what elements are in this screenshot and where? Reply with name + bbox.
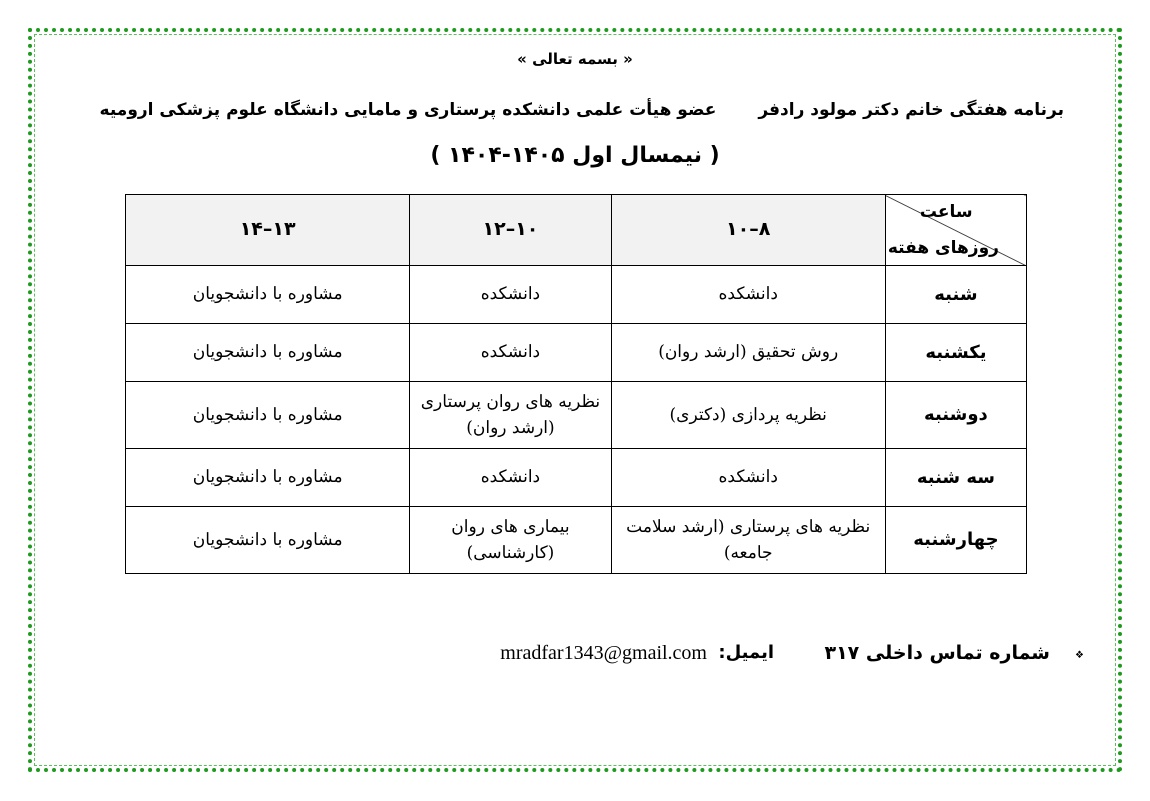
table-cell: دانشکده xyxy=(410,266,611,324)
day-cell: یکشنبه xyxy=(885,324,1026,382)
column-header: ۸–۱۰ xyxy=(611,195,885,266)
table-cell: نظریه های روان پرستاری (ارشد روان) xyxy=(410,382,611,449)
table-cell: مشاوره با دانشجویان xyxy=(126,382,410,449)
table-row xyxy=(126,449,1027,507)
table-cell: دانشکده xyxy=(410,324,611,382)
column-header: ۱۳–۱۴ xyxy=(126,195,410,266)
table-row xyxy=(126,382,1027,449)
weekly-schedule-table xyxy=(125,194,1027,574)
corner-cell xyxy=(885,195,1026,266)
table-header-row xyxy=(126,195,1027,266)
table-row xyxy=(126,507,1027,574)
table-cell: مشاوره با دانشجویان xyxy=(126,324,410,382)
table-row xyxy=(126,266,1027,324)
bismillah-heading: « بسمه تعالی » xyxy=(517,50,633,68)
day-cell: شنبه xyxy=(885,266,1026,324)
day-cell: دوشنبه xyxy=(885,382,1026,449)
day-cell: چهارشنبه xyxy=(885,507,1026,574)
column-header: ۱۰–۱۲ xyxy=(410,195,611,266)
day-cell: سه شنبه xyxy=(885,449,1026,507)
table-row xyxy=(126,324,1027,382)
table-cell: دانشکده xyxy=(611,266,885,324)
corner-time-label: ساعت xyxy=(919,202,973,222)
table-cell: دانشکده xyxy=(611,449,885,507)
table-cell: مشاوره با دانشجویان xyxy=(126,507,410,574)
corner-days-label: روزهای هفته xyxy=(887,237,999,258)
table-cell: مشاوره با دانشجویان xyxy=(126,266,410,324)
table-cell: مشاوره با دانشجویان xyxy=(126,449,410,507)
table-cell: نظریه های پرستاری (ارشد سلامت جامعه) xyxy=(611,507,885,574)
email-address[interactable]: mradfar1343@gmail.com xyxy=(500,642,707,664)
table-cell: روش تحقیق (ارشد روان) xyxy=(611,324,885,382)
program-title: برنامه هفتگی خانم دکتر مولود رادفر xyxy=(758,100,1064,120)
affiliation-text: عضو هیأت علمی دانشکده پرستاری و مامایی دانشگاه علوم پزشکی ارومیه xyxy=(99,100,717,120)
contact-line xyxy=(450,642,1090,672)
program-header xyxy=(84,100,1064,120)
semester-title: ( نیمسال اول ۱۴۰۵-۱۴۰۴ ) xyxy=(430,143,720,168)
internal-phone: شماره تماس داخلی ۳۱۷ xyxy=(824,642,1050,664)
diamond-bullet-icon: ❖ xyxy=(1075,650,1084,661)
email-label: ایمیل: xyxy=(718,642,774,663)
table-cell: دانشکده xyxy=(410,449,611,507)
table-cell: بیماری های روان (کارشناسی) xyxy=(410,507,611,574)
table-cell: نظریه پردازی (دکتری) xyxy=(611,382,885,449)
